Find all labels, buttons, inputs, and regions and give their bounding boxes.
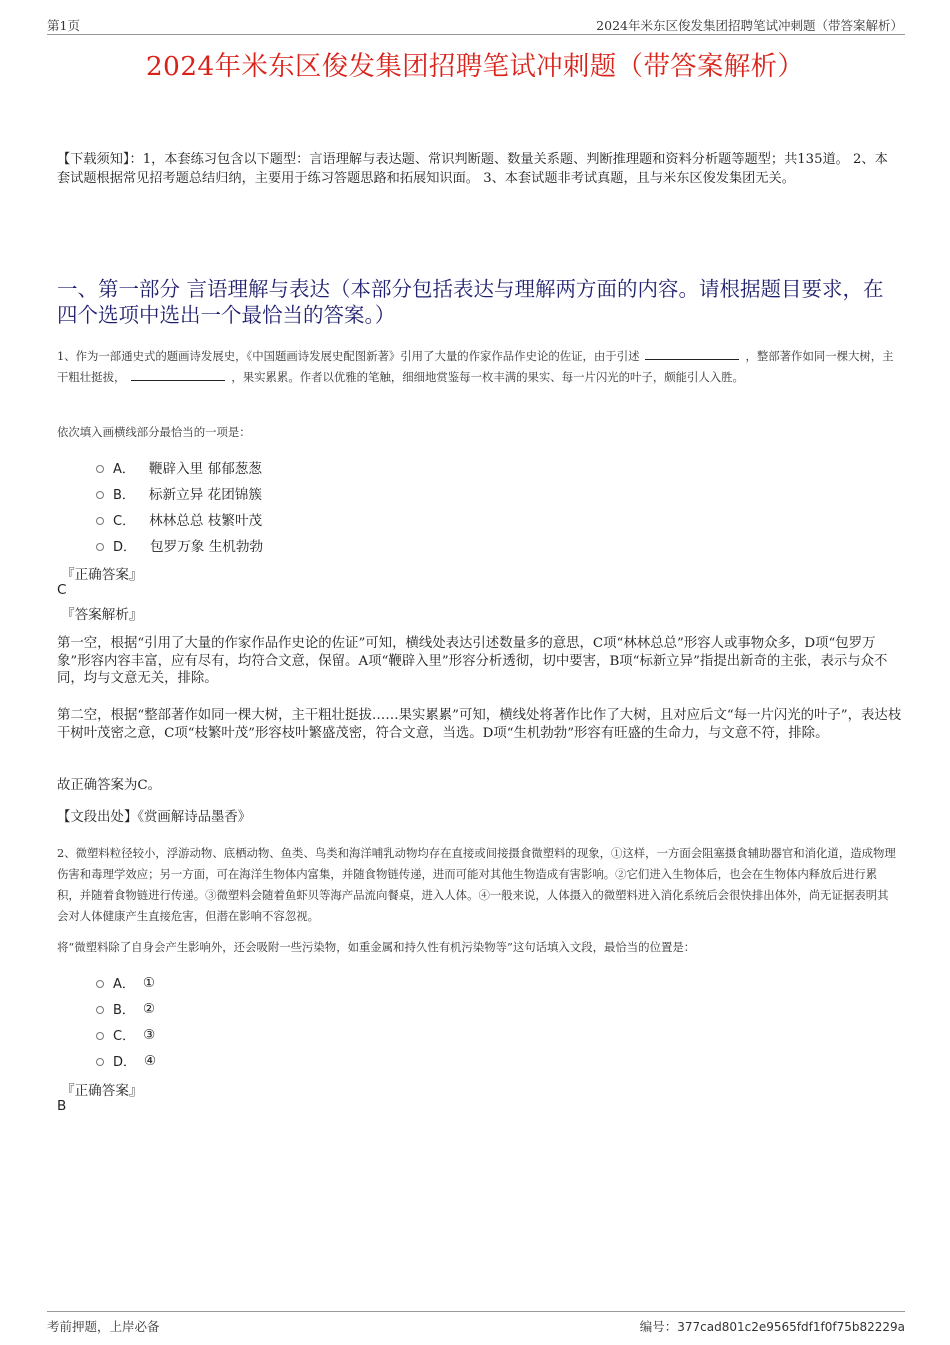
fill-blank-2 [131,369,225,381]
radio-icon[interactable] [96,543,104,551]
q1-option-b[interactable]: B． 标新立异 花团锦簇 [96,483,262,503]
header-doc-title: 2024年米东区俊发集团招聘笔试冲刺题（带答案解析） [596,18,903,33]
radio-icon[interactable] [96,1032,104,1040]
q1-answer: C [57,582,67,598]
page-number: 第1页 [47,18,80,33]
q1-answer-label: 『正确答案』 [61,567,143,583]
q2-option-c[interactable]: C． ③ [96,1025,155,1044]
q2-answer: B [57,1098,67,1114]
section-heading: 一、第一部分 言语理解与表达（本部分包括表达与理解两方面的内容。请根据题目要求，在四个选项中选出一个最恰当的答案。） [57,277,884,327]
question-1-instruction: 依次填入画横线部分最恰当的一项是： [57,425,251,439]
q1-analysis-conclusion: 故正确答案为C。 [57,778,161,793]
q1-source: 【文段出处】《赏画解诗品墨香》 [57,810,252,825]
q2-option-a[interactable]: A． ① [96,973,155,992]
page-footer [47,1311,905,1338]
radio-icon[interactable] [96,491,104,499]
q1-option-c[interactable]: C． 林林总总 枝繁叶茂 [96,509,262,529]
fill-blank-1 [645,348,739,360]
q2-answer-label: 『正确答案』 [61,1083,143,1099]
q1-analysis-paragraph: 第一空，根据“引用了大量的作家作品作史论的佐证”可知，横线处表达引述数量多的意思，C项“林林总总”形容人或事物众多，D项“包罗万象”形容内容丰富，应有尽有，均符合文意，保留。A项“鞭辟入里”形容分析透彻，切中要害，B项“标新立异”指提出新奇的主张，表示与众不同，均与文意无关，排除。 [57,636,888,686]
radio-icon[interactable] [96,1006,104,1014]
q2-option-d[interactable]: D． ④ [96,1051,156,1070]
q1-option-a[interactable]: A． 鞭辟入里 郁郁葱葱 [96,457,262,477]
page-header [47,14,905,35]
question-1-text: 1、作为一部通史式的题画诗发展史，《中国题画诗发展史配图新著》引用了大量的作家作品作史论的佐证，由于引述 ，整部著作如同一棵大树，主干粗壮挺拔， ，果实累累。作者以优雅的笔触，细细地赏鉴每一枚丰满的果实、每一片闪光的叶子，颇能引人入胜。 [57,349,894,384]
q1-analysis-label: 『答案解析』 [61,607,143,623]
radio-icon[interactable] [96,980,104,988]
page-title: 2024年米东区俊发集团招聘笔试冲刺题（带答案解析） [145,51,805,82]
footer-code: 编号：377cad801c2e9565fdf1f0f75b82229a [639,1319,905,1334]
question-2-instruction: 将“微塑料除了自身会产生影响外，还会吸附一些污染物，如重金属和持久性有机污染物等”这句话填入文段，最恰当的位置是： [57,940,696,954]
q1-analysis-paragraph: 第二空，根据“整部著作如同一棵大树，主干粗壮挺拔……果实累累”可知，横线处将著作比作了大树，且对应后文“每一片闪光的叶子”，表达枝干树叶茂密之意，C项“枝繁叶茂”形容枝叶繁盛茂密，符合文意，当选。D项“生机勃勃”形容有旺盛的生命力，与文意不符，排除。 [57,708,902,741]
download-notice: 【下载须知】：1，本套练习包含以下题型：言语理解与表达题、常识判断题、数量关系题、判断推理题和资料分析题等题型；共135道。 2、本套试题根据常见招考题总结归纳，主要用于练习答题思路和拓展知识面。 3、本套试题非考试真题，且与米东区俊发集团无关。 [57,152,888,186]
radio-icon[interactable] [96,517,104,525]
q2-option-b[interactable]: B． ② [96,999,155,1018]
question-2-text: 2、微塑料粒径较小，浮游动物、底栖动物、鱼类、鸟类和海洋哺乳动物均存在直接或间接摄食微塑料的现象，①这样，一方面会阻塞摄食辅助器官和消化道，造成物理伤害和毒理学效应；另一方面，可在海洋生物体内富集，并随食物链传递，进而可能对其他生物造成有害影响。②它们进入生物体后，也会在生物体内释放后进行累积，并随着食物链进行传递。③微塑料会随着鱼虾贝等海产品流向餐桌，进入人体。④一般来说，人体摄入的微塑料进入消化系统后会很快排出体外，尚无证据表明其会对人体健康产生直接危害，但潜在影响不容忽视。 [57,846,896,923]
radio-icon[interactable] [96,465,104,473]
q1-option-d[interactable]: D． 包罗万象 生机勃勃 [96,535,263,555]
radio-icon[interactable] [96,1058,104,1066]
footer-slogan: 考前押题，上岸必备 [47,1319,160,1334]
